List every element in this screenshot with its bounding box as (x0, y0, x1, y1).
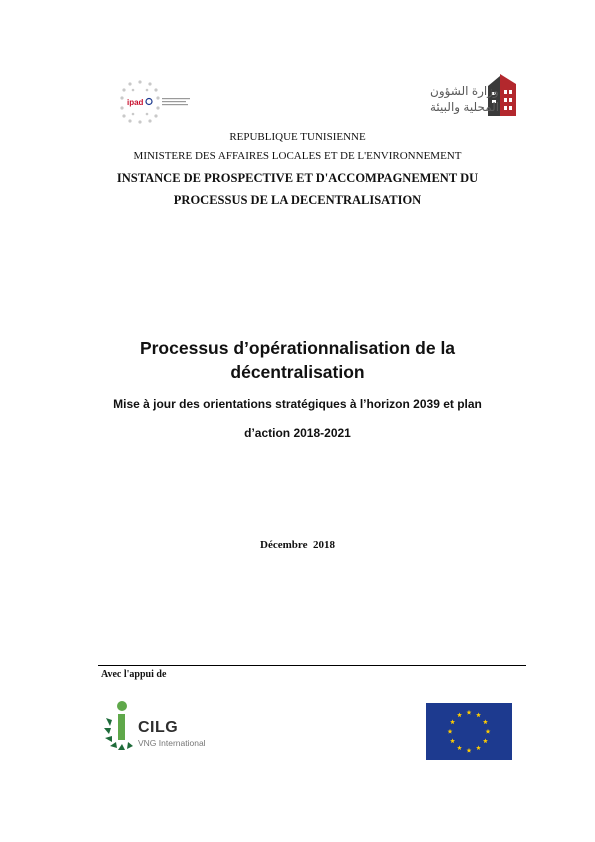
support-label: Avec l'appui de (101, 669, 167, 680)
cilg-spiral-logo (102, 700, 136, 756)
ministry-logo-arabic-line1: وزارة الشؤون (430, 84, 499, 98)
ministry-heading: MINISTERE DES AFFAIRES LOCALES ET DE L'ENVIRONNEMENT (133, 150, 462, 162)
document-date: Décembre 2018 (260, 539, 335, 551)
document-title-line2: décentralisation (230, 362, 365, 382)
footer-divider (98, 665, 526, 666)
instance-heading-line2: PROCESSUS DE LA DECENTRALISATION (173, 193, 422, 207)
document-subtitle-line1: Mise à jour des orientations stratégiques à l’horizon 2039 et plan (113, 397, 482, 411)
document-subtitle-line2: d’action 2018-2021 (244, 426, 351, 440)
republic-heading: REPUBLIQUE TUNISIENNE (229, 131, 366, 143)
cilg-name: CILG (138, 719, 179, 736)
document-title-line1: Processus d’opérationnalisation de la (139, 338, 456, 358)
cilg-subtitle: VNG International (138, 738, 206, 748)
eu-flag (426, 703, 512, 760)
ministry-logo-arabic-line2: المحلية والبيئة (430, 100, 500, 114)
svg-text:ipad: ipad (127, 98, 144, 107)
ipad-dotted-logo (118, 80, 194, 124)
instance-heading-line1: INSTANCE DE PROSPECTIVE ET D'ACCOMPAGNEMENT DU (116, 171, 479, 185)
